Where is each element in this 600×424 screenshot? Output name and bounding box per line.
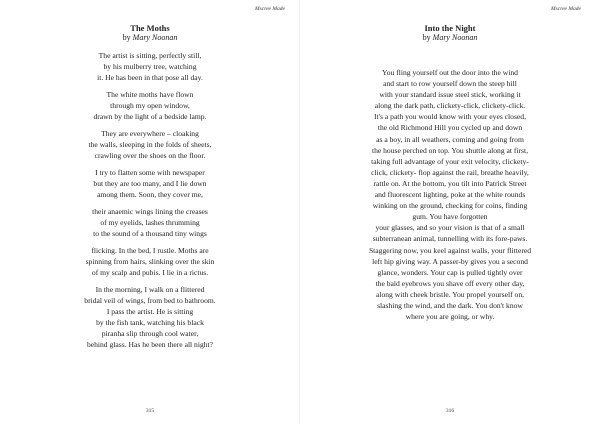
page-number-right: 316: [445, 408, 455, 414]
prose-line: along with cheek bristle. You propel yourself on,: [375, 289, 525, 299]
prose-line: the bald eyebrows you shave off every other day,: [375, 278, 525, 288]
author-prefix: by: [422, 33, 431, 42]
prose-line: slashing the wind, and the dark. You don't know: [377, 300, 523, 310]
poem-line: bridal veil of wings, from bed to bathroom.: [84, 296, 216, 305]
stanza: [0, 206, 300, 239]
poem-line: flicking. In the bed, I rustle. Moths are: [91, 246, 209, 255]
prose-line: click, clickety- flop against the rail, breathe heavily,: [371, 167, 529, 177]
poem-line: drawn by the light of a bedside lamp.: [93, 112, 207, 121]
stanza: [0, 50, 300, 83]
story-title: Into the Night: [424, 23, 476, 33]
prose-line: taking full advantage of your exit velocity, clickety-: [371, 156, 529, 166]
prose-line: the old Richmond Hill you cycled up and down: [377, 123, 523, 133]
poem-line: of my scalp and pubis. I lie in a rictus.: [91, 268, 209, 277]
prose-line: where you are going, or why.: [405, 312, 495, 322]
poem-line: the walls, sleeping in the folds of sheets,: [88, 140, 212, 149]
poem-line: through my open window,: [110, 101, 190, 110]
page-number-left: 315: [145, 408, 155, 414]
poem-line: behind glass. Has he been there all night?: [86, 340, 214, 349]
right-page: [300, 0, 600, 424]
poem-line: I try to flatten some with newspaper: [95, 168, 205, 177]
poem-line: piranha slip through cool water,: [101, 329, 199, 338]
stanza: [0, 245, 300, 278]
stanza: [0, 167, 300, 200]
poem-line: The white moths have flown: [106, 90, 194, 99]
author-name: Mary Noonan: [432, 33, 478, 42]
poem-line: The artist is sitting, perfectly still,: [98, 51, 202, 60]
poem-title: The Moths: [130, 23, 170, 33]
prose-line: along the dark path, clickety-click, clickety-click.: [374, 101, 526, 111]
poem-line: by the fish tank, watching his black: [96, 318, 204, 327]
story-body: [300, 67, 600, 322]
stanza: [0, 284, 300, 350]
poem-line: In the morning, I walk on a flittered: [95, 285, 205, 294]
prose-line: rattle on. At the bottom, you tilt into Patrick Street: [373, 178, 527, 188]
prose-line: subterranean animal, tunnelling with its fore-paws.: [372, 234, 528, 244]
prose-line: as a boy, in all weathers, coming and going from: [376, 134, 524, 144]
prose-line: left hip giving way. A passer-by gives you a second: [372, 256, 528, 266]
poem-author: [0, 33, 300, 42]
prose-line: Staggering now, you keel against walls, your flittered: [368, 245, 532, 255]
poem-line: but they are too many, and I lie down: [93, 179, 207, 188]
author-prefix: by: [122, 33, 131, 42]
prose-line: It's a path you would know with your eyes closed,: [374, 112, 526, 122]
running-head-right: Mscree Made: [551, 6, 581, 12]
prose-line: winking on the ground, checking for coins, finding: [372, 201, 528, 211]
prose-line: gum. You have forgotten: [412, 212, 488, 222]
poem-line: of my eyelids, lashes thrumming: [100, 218, 200, 227]
author-name: Mary Noonan: [132, 33, 178, 42]
story-author: [300, 33, 600, 42]
prose-line: You fling yourself out the door into the wind: [382, 68, 518, 77]
prose-line: your glasses, and so your vision is that of a small: [375, 223, 525, 233]
prose-line: the house perched on top. You shuttle along at first,: [371, 145, 529, 155]
poem-line: They are everywhere – cloaking: [101, 129, 199, 138]
prose-line: and fluorescent lighting, poke at the white rounds: [374, 190, 526, 200]
poem-line: crawling over the shoes on the floor.: [94, 151, 206, 160]
prose-line: and start to row yourself down the steep hill: [383, 79, 517, 89]
poem-line: among them. Soon, they cover me,: [97, 190, 203, 199]
stanza: [0, 89, 300, 122]
prose-line: glance, wonders. Your cap is pulled tightly over: [377, 267, 523, 277]
running-head-left: Mscree Made: [255, 6, 285, 12]
stanza: [0, 128, 300, 161]
prose-line: with your standard issue steel stick, working it: [379, 90, 521, 100]
poem-line: to the sound of a thousand tiny wings: [93, 229, 207, 238]
poem-line: their anaemic wings lining the creases: [92, 207, 208, 216]
poem-line: by his mulberry tree, watching: [103, 62, 197, 71]
poem-line: I pass the artist. He is sitting: [106, 307, 194, 316]
poem-body: [0, 50, 300, 356]
poem-line: spinning from hairs, slinking over the skin: [85, 257, 215, 266]
poem-line: it. He has been in that pose all day.: [97, 73, 203, 82]
